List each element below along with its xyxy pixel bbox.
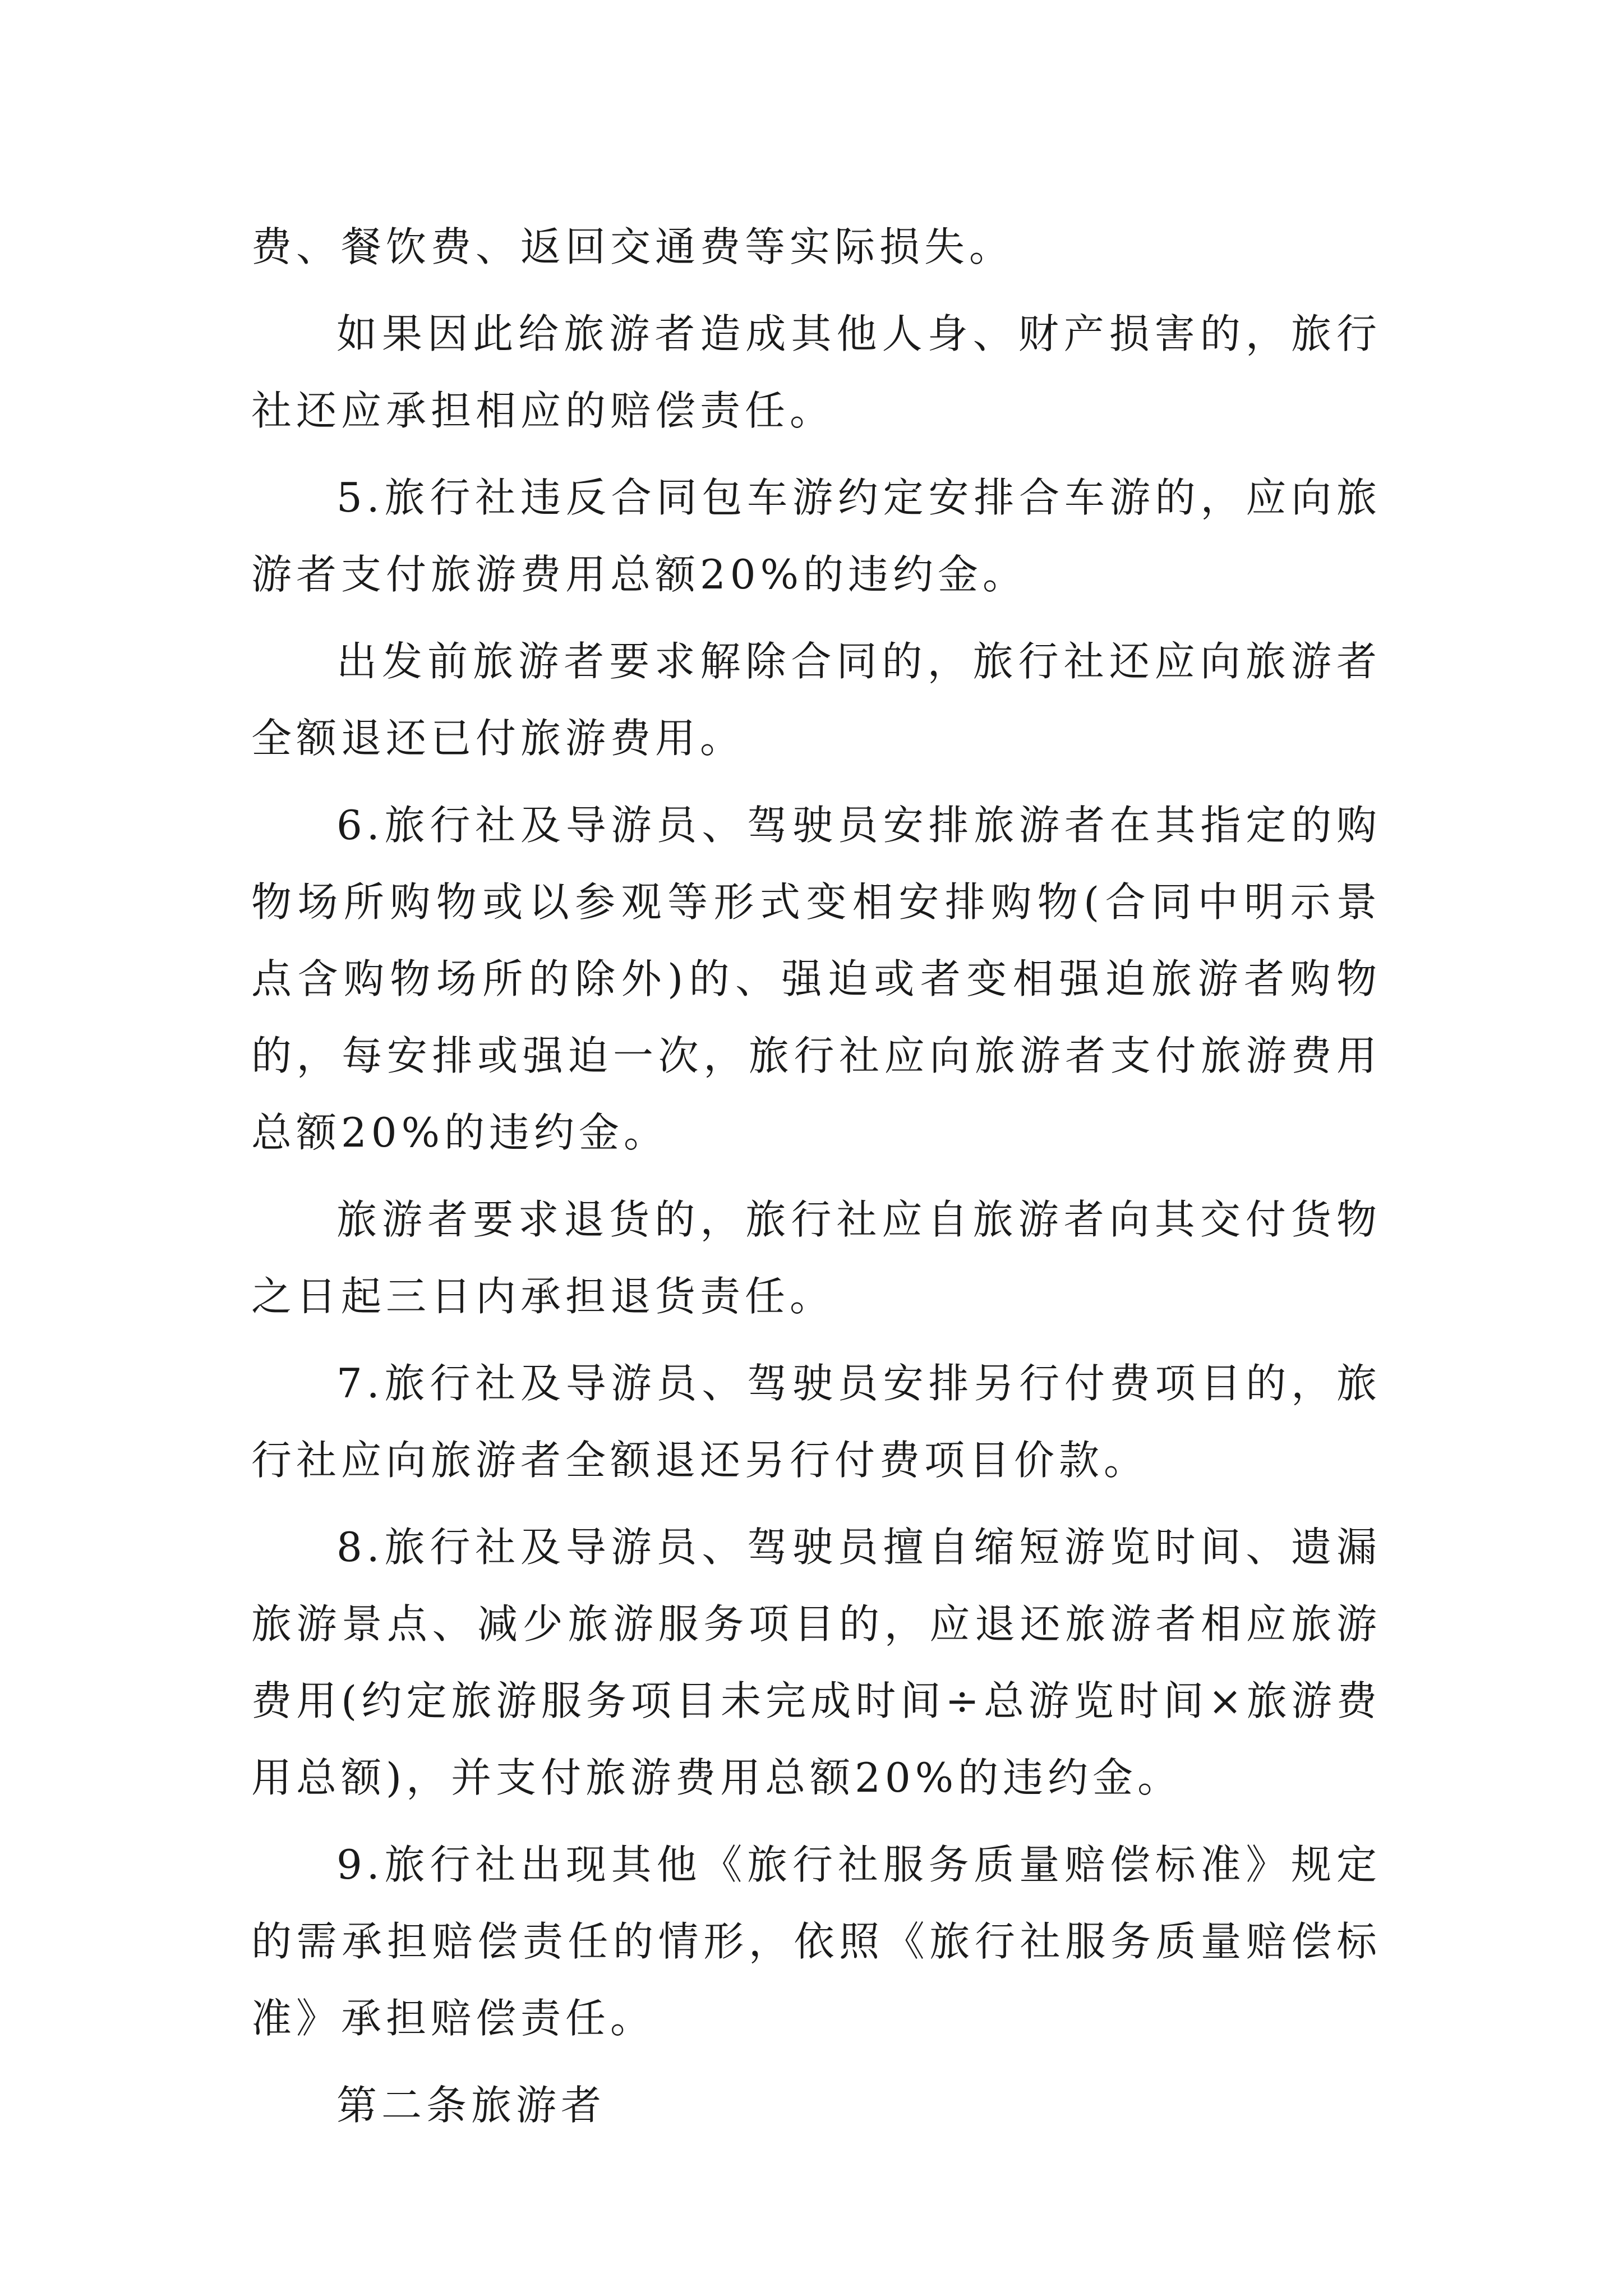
document-body xyxy=(251,209,1381,2154)
paragraph-item-6: 6.旅行社及导游员、驾驶员安排旅游者在其指定的购物场所购物或以参观等形式变相安排购物(合同中明示景点含购物场所的除外)的、强迫或者变相强迫旅游者购物的，每安排或强迫一次，旅行社应向旅游者支付旅游费用总额20%的违约金。 xyxy=(251,802,1381,1156)
paragraph-personal-property-damage: 如果因此给旅游者造成其他人身、财产损害的，旅行社还应承担相应的赔偿责任。 xyxy=(251,310,1381,434)
paragraph-item-5-refund: 出发前旅游者要求解除合同的，旅行社还应向旅游者全额退还已付旅游费用。 xyxy=(251,638,1381,762)
paragraph-item-9: 9.旅行社出现其他《旅行社服务质量赔偿标准》规定的需承担赔偿责任的情形，依照《旅行社服务质量赔偿标准》承担赔偿责任。 xyxy=(251,1841,1381,2042)
paragraph-item-8: 8.旅行社及导游员、驾驶员擅自缩短游览时间、遗漏旅游景点、减少旅游服务项目的，应退还旅游者相应旅游费用(约定旅游服务项目未完成时间÷总游览时间×旅游费用总额)，并支付旅游费用总额20%的违约金。 xyxy=(251,1524,1381,1801)
paragraph-item-6-return: 旅游者要求退货的，旅行社应自旅游者向其交付货物之日起三日内承担退货责任。 xyxy=(251,1196,1381,1320)
paragraph-item-7: 7.旅行社及导游员、驾驶员安排另行付费项目的，旅行社应向旅游者全额退还另行付费项目价款。 xyxy=(251,1360,1381,1484)
paragraph-item-5: 5.旅行社违反合同包车游约定安排合车游的，应向旅游者支付旅游费用总额20%的违约金。 xyxy=(251,474,1381,598)
section-heading-article-2: 第二条旅游者 xyxy=(336,2082,606,2129)
paragraph-loss-continuation: 费、餐饮费、返回交通费等实际损失。 xyxy=(251,223,1015,270)
